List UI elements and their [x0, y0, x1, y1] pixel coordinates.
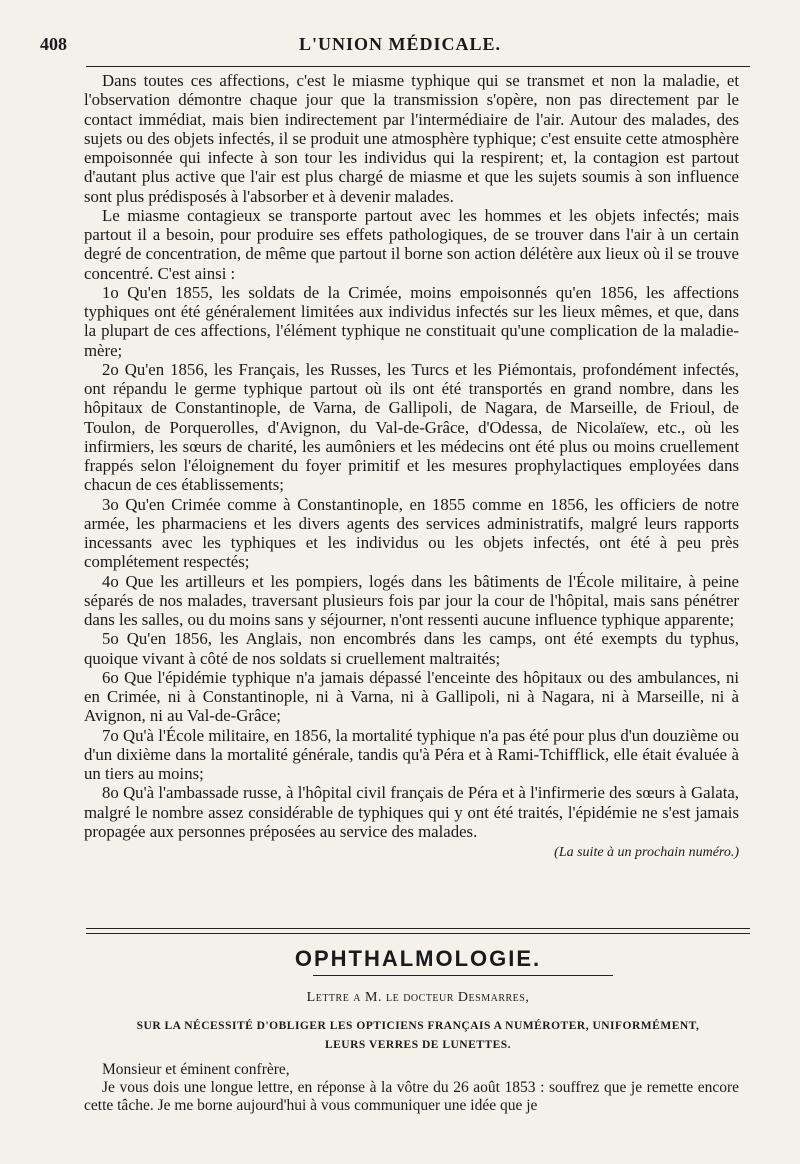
section-title: OPHTHALMOLOGIE. — [294, 946, 542, 971]
paragraph: 5o Qu'en 1856, les Anglais, non encombrés dans les camps, ont été exempts du typhus, quoique vivant à côté de nos soldats si cruellement maltraités; — [84, 629, 739, 668]
paragraph: 6o Que l'épidémie typhique n'a jamais dépassé l'enceinte des hôpitaux ou des ambulances, ni en Crimée, ni à Constantinople, ni à Varna, ni à Gallipoli, ni à Nagara, ni à Marseille, ni à Avignon, ni au Val-de-Grâce; — [84, 667, 739, 726]
letter-body — [84, 1061, 739, 1115]
letter-title: Lettre a M. le docteur Desmarres, — [306, 990, 530, 1005]
continuation-note: (La suite à un prochain numéro.) — [554, 845, 739, 860]
paragraph: Le miasme contagieux se transporte partout avec les hommes et les objets infectés; mais partout il a besoin, pour produire ses effets pathologiques, de se trouver dans l'air à un certain degré de concentration, de même que partout il borne son action délétère aux lieux où il se trouve concentré. C'est ainsi : — [84, 205, 739, 283]
salutation: Monsieur et éminent confrère, — [102, 1061, 290, 1078]
page-header — [40, 34, 760, 58]
section-rule-bottom — [86, 933, 750, 934]
paragraph: 4o Que les artilleurs et les pompiers, logés dans les bâtiments de l'École militaire, à peine séparés de nos malades, traversant plusieurs fois par jour la cour de l'hôpital, mais sans pénétrer dans les salles, ou du moins sans y séjourner, n'ont ressenti aucune influence typhique apparente; — [84, 571, 739, 629]
paragraph: 8o Qu'à l'ambassade russe, à l'hôpital civil français de Péra et à l'infirmerie des sœurs à Galata, malgré le nombre assez considérable de typhiques qui y ont été traités, l'épidémie ne s'est jamais propagée aux personnes préposées au service des malades. — [84, 783, 739, 841]
page-number: 408 — [40, 34, 67, 54]
letter-subtitle — [86, 1017, 750, 1055]
paragraph: 1o Qu'en 1855, les soldats de la Crimée, moins empoisonnés qu'en 1856, les affections typhiques ont été généralement limitées aux individus infectés sur les lieux mêmes, et que, dans la plupart de ces affections, l'élément typhique ne constituait qu'une complication de la maladie-mère; — [84, 282, 739, 360]
journal-title: L'UNION MÉDICALE. — [298, 34, 502, 54]
paragraph: Dans toutes ces affections, c'est le miasme typhique qui se transmet et non la maladie, et l'observation démontre chaque jour que la transmission s'opère, non pas directement par le contact immédiat, mais bien indirectement par l'intermédiaire de l'air. Autour des malades, des sujets ou des objets infectés, il se produit une atmosphère typhique; c'est ensuite cette atmosphère empoisonnée qui infecte à son tour les individus qui la respirent; et, la contagion est partout d'autant plus active que l'air est plus chargé de miasme et que les sujets soumis à son influence sont plus prédisposés à l'absorber et à devenir malades. — [84, 71, 739, 206]
paragraph: 3o Qu'en Crimée comme à Constantinople, en 1855 comme en 1856, les officiers de notre armée, les pharmaciens et les divers agents des services administratifs, malgré leurs rapports incessants avec les typhiques et les individus ou les objets infectés, ont été à peu près complétement respectés; — [84, 494, 739, 572]
header-rule — [86, 66, 750, 67]
section-rule-top — [86, 928, 750, 929]
subtitle-line: LEURS VERRES DE LUNETTES. — [324, 1039, 512, 1051]
paragraph: Je vous dois une longue lettre, en réponse à la vôtre du 26 août 1853 : souffrez que je remette encore cette tâche. Je me borne aujourd'hui à vous communiquer une idée que je — [84, 1079, 739, 1114]
subtitle-line: SUR LA NÉCESSITÉ D'OBLIGER LES OPTICIENS FRANÇAIS A NUMÉROTER, UNIFORMÉMENT, — [136, 1020, 700, 1032]
article-body — [84, 71, 739, 862]
paragraph: 7o Qu'à l'École militaire, en 1856, la mortalité typhique n'a pas été pour plus d'un douzième ou d'un dixième dans la mortalité générale, tandis qu'à Péra et à Rami-Tchifflick, elle était évaluée à un tiers au moins; — [84, 725, 739, 783]
paragraph: 2o Qu'en 1856, les Français, les Russes, les Turcs et les Piémontais, profondément infectés, ont répandu le germe typhique partout où ils ont été transportés en grand nombre, dans les hôpitaux de Constantinople, de Varna, de Gallipoli, de Nagara, de Marseille, de Frioul, de Toulon, de Porquerolles, d'Avignon, du Val-de-Grâce, d'Odessa, de Nicolaïew, etc., où les infirmiers, les sœurs de charité, les aumôniers et les médecins ont été plus ou moins cruellement frappés selon l'éloignement du foyer primitif et les mesures prophylactiques employées dans chacun de ces établissements; — [84, 359, 739, 495]
title-rule — [313, 975, 613, 976]
